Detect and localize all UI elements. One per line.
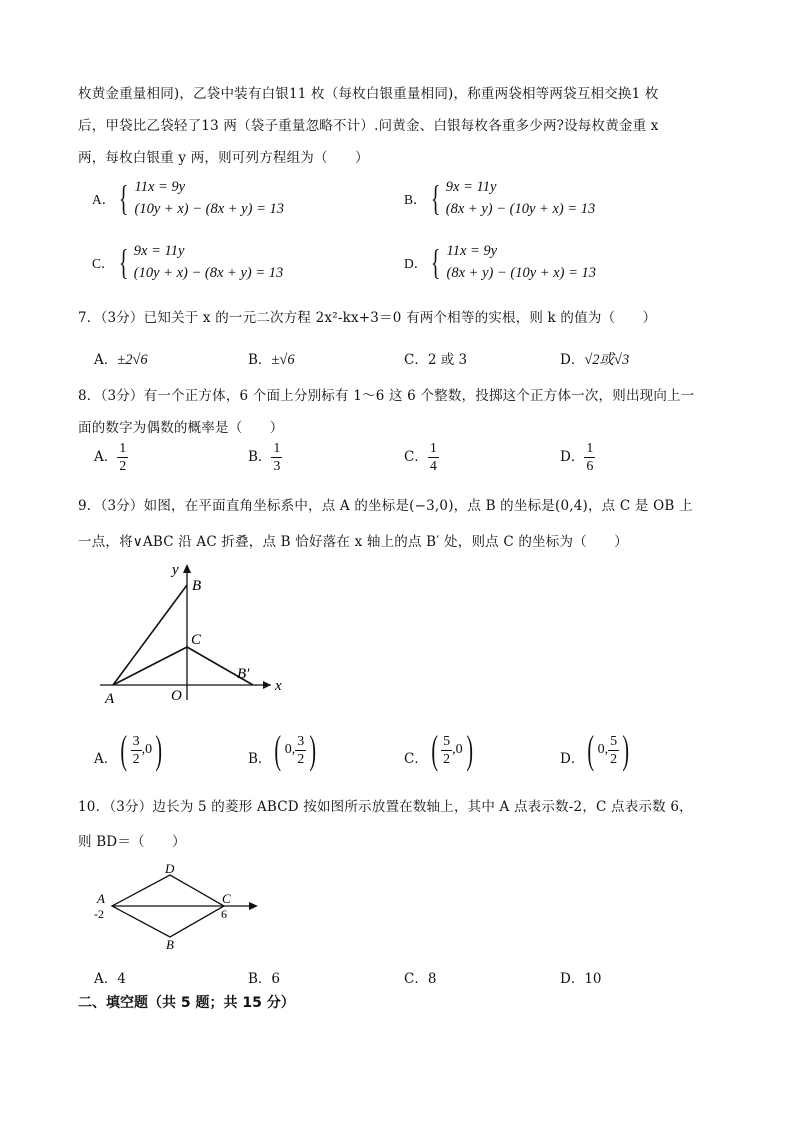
option-label: A． [94,352,118,368]
denominator: 3 [273,459,281,474]
denominator: 2 [443,751,451,767]
fraction [428,440,439,475]
equation-2: (8x + y) − (10y + x) = 13 [446,265,596,281]
brace-icon: { [119,178,129,218]
segment-ab [113,585,187,685]
x-axis-arrow-icon [263,681,271,689]
option-value: 2 或 3 [427,352,468,368]
number-line-arrow-icon [249,902,258,910]
coordinate-head: 0, [597,742,609,757]
option-value: 10 [584,971,602,987]
option-label: A． [94,971,118,987]
q10-option-a[interactable] [94,967,126,987]
option-label: C． [92,256,115,271]
brace-icon: { [431,242,441,282]
q8-line-1: 8．（3分）有一个正方体，6 个面上分别标有 1～6 这 6 个整数，投掷这个正方体一次，则出现向上一 [78,388,695,404]
coordinate-tail: ,0 [452,742,463,757]
label-o: O [171,688,182,704]
segment-ac [113,647,187,685]
coordinate-tail: ,0 [141,742,153,757]
q10-figure [88,858,263,953]
left-paren: ( [431,727,438,772]
q7-option-c[interactable] [404,348,467,368]
q9-option-b[interactable] [248,727,320,772]
label-a: A [97,891,105,906]
option-label: A． [94,751,118,767]
brace-icon: { [118,242,128,282]
numerator: 3 [132,733,140,749]
option-label: A． [92,192,116,207]
numerator: 1 [273,441,281,456]
q7-option-a[interactable] [94,348,148,369]
label-d: D [165,861,175,876]
denominator: 2 [297,751,305,767]
q9-line-1: 9．（3分）如图，在平面直角坐标系中，点 A 的坐标是(−3,0)，点 B 的坐标是(0,4)，点 C 是 OB 上 [78,498,693,514]
q9-figure [95,560,295,710]
q8-option-d[interactable] [560,440,595,475]
q7-stem: 7．（3分）已知关于 x 的一元二次方程 2x²-kx+3＝0 有两个相等的实根，则 k 的值为（ ） [78,310,657,326]
option-value: 6 [271,971,281,987]
numerator: 5 [443,733,451,749]
equation-1: 9x = 11y [445,179,497,195]
right-paren: ) [309,727,317,772]
equation-1: 9x = 11y [133,243,185,259]
numerator: 5 [610,733,618,749]
denominator: 2 [132,751,140,767]
option-label: D． [560,751,585,767]
label-c: C [191,632,202,648]
label-a-value: -2 [94,907,104,921]
left-paren: ( [120,727,128,772]
coordinate [271,727,319,772]
q9-option-c[interactable] [404,727,476,772]
section-heading: 二、填空题（共 5 题；共 15 分） [78,995,295,1011]
label-x: x [275,678,282,694]
q10-option-b[interactable] [248,967,280,987]
q6-line-3: 两，每枚白银重 y 两，则可列方程组为（ ） [78,150,369,166]
y-axis-arrow-icon [183,564,191,573]
equation-2: (10y + x) − (8x + y) = 13 [134,201,284,217]
option-label: D． [404,256,428,271]
fraction [271,440,282,475]
label-y: y [172,562,179,578]
numerator: 3 [297,733,305,749]
brace-icon: { [430,178,440,218]
option-label: B． [248,971,272,987]
left-paren: ( [274,727,282,772]
fraction [584,440,595,475]
coordinate [117,727,165,772]
q8-option-b[interactable] [248,440,282,475]
denominator: 6 [586,459,594,474]
option-label: C． [404,971,428,987]
fraction [117,440,128,475]
option-label: B． [248,449,272,465]
option-label: D． [560,352,585,368]
equation-1: 11x = 9y [134,179,186,195]
q7-option-b[interactable] [248,348,295,369]
fraction [295,733,306,768]
option-label: C． [404,449,428,465]
numerator: 1 [429,441,437,456]
q6-line-1: 枚黄金重量相同)，乙袋中装有白银11 枚（每枚白银重量相同)，称重两袋相等两袋互相交换1 枚 [78,86,659,102]
q9-line-2: 一点，将∨ABC 沿 AC 折叠，点 B 恰好落在 x 轴上的点 B′ 处，则点 C 的坐标为（ ） [78,534,628,550]
option-value: ±2√6 [117,352,148,368]
option-value: 4 [117,971,126,987]
numerator: 1 [119,441,127,456]
option-value: ±√6 [271,352,295,368]
right-paren: ) [466,727,473,772]
option-label: B． [404,192,427,207]
denominator: 2 [119,459,127,474]
coordinate-head: 0, [284,742,296,757]
right-paren: ) [622,727,630,772]
label-b-prime: B′ [237,666,250,682]
q10-option-c[interactable] [404,967,436,987]
q10-line-1: 10．（3分）边长为 5 的菱形 ABCD 按如图所示放置在数轴上，其中 A 点表示数-2，C 点表示数 6， [78,799,693,815]
q8-line-2: 面的数字为偶数的概率是（ ） [78,420,284,436]
left-paren: ( [587,727,595,772]
option-label: A． [94,449,118,465]
equation-2: (8x + y) − (10y + x) = 13 [445,201,596,217]
q9-option-d[interactable] [560,727,632,772]
denominator: 2 [610,751,618,767]
option-label: C． [404,352,428,368]
q6-line-2: 后，甲袋比乙袋轻了13 两（袋子重量忽略不计）.问黄金、白银每枚各重多少两?设每枚黄金重 x [78,118,659,134]
q8-option-c[interactable] [404,440,439,475]
label-c: C [222,891,231,906]
denominator: 4 [429,459,437,474]
option-label: B． [248,352,272,368]
label-a: A [105,691,115,707]
option-label: D． [560,449,585,465]
label-b: B [166,937,174,952]
fraction [441,733,452,768]
numerator: 1 [586,441,594,456]
label-c-value: 6 [221,907,227,921]
fraction [131,733,142,768]
q10-line-2: 则 BD＝（ ） [78,834,186,850]
coordinate [428,727,476,772]
q8-option-a[interactable] [94,440,128,475]
option-label: C． [404,751,428,767]
right-paren: ) [155,727,163,772]
option-label: B． [248,751,272,767]
fraction [608,733,619,768]
equation-1: 11x = 9y [446,243,498,259]
q7-option-d[interactable] [560,348,629,369]
option-value: 8 [427,971,437,987]
coordinate [584,727,632,772]
label-b: B [192,578,202,594]
q10-option-d[interactable] [560,967,602,987]
q9-option-a[interactable] [94,727,165,772]
option-label: D． [560,971,585,987]
equation-2: (10y + x) − (8x + y) = 13 [133,265,284,281]
option-value: √2或√3 [584,352,630,368]
